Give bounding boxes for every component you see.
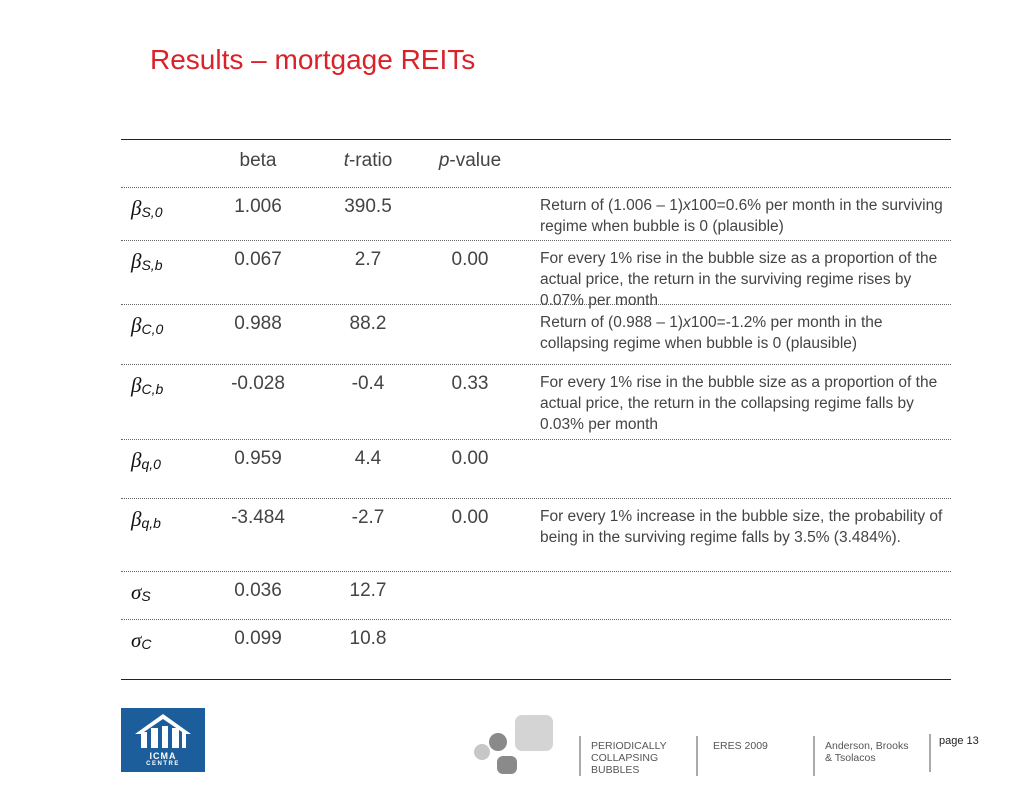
t-ratio-value: 88.2 xyxy=(349,313,387,334)
interpretation-note: Return of (0.988 – 1)x100=-1.2% per month in the collapsing regime when bubble is 0 (plausible) xyxy=(540,314,883,352)
table-row xyxy=(121,440,951,498)
p-value: 0.00 xyxy=(451,249,489,270)
p-value: 0.00 xyxy=(451,448,489,469)
parameter-symbol: $\beta_{S,b}$ xyxy=(131,249,163,273)
bubbles-graphic xyxy=(470,712,560,777)
page-title: Results – mortgage REITs xyxy=(150,44,476,75)
footer-title: PERIODICALLY COLLAPSING BUBBLES xyxy=(591,740,667,776)
results-table xyxy=(121,139,951,680)
beta-value: 0.988 xyxy=(234,313,282,334)
header-p-rest: -value xyxy=(449,150,502,171)
footer xyxy=(0,700,1024,791)
footer-divider xyxy=(929,734,931,772)
page-number: page 13 xyxy=(939,735,979,747)
table-header-row xyxy=(121,140,951,187)
icma-centre-logo xyxy=(121,708,205,772)
footer-divider xyxy=(696,736,698,776)
p-value: 0.33 xyxy=(451,373,489,394)
parameter-symbol: $\sigma_S$ xyxy=(131,580,151,604)
footer-conference: ERES 2009 xyxy=(713,740,768,752)
beta-value: -3.484 xyxy=(231,507,285,528)
table-bottom-rule xyxy=(121,679,951,680)
t-ratio-value: 2.7 xyxy=(354,249,382,270)
t-ratio-value: -2.7 xyxy=(351,507,385,528)
table-row xyxy=(121,305,951,364)
parameter-symbol: $\beta_{q,b}$ xyxy=(131,507,161,531)
table-row xyxy=(121,620,951,679)
interpretation-note: For every 1% rise in the bubble size as a proportion of the actual price, the return in the collapsing regime falls by 0.03% per month xyxy=(540,374,938,433)
table-row xyxy=(121,499,951,571)
beta-value: 0.036 xyxy=(234,580,282,601)
interpretation-note: For every 1% rise in the bubble size as a proportion of the actual price, the return in the surviving regime rises by 0.07% per month xyxy=(540,250,938,309)
beta-value: 0.959 xyxy=(234,448,282,469)
beta-value: 0.067 xyxy=(234,249,282,270)
table-row xyxy=(121,572,951,619)
beta-value: 0.099 xyxy=(234,628,282,649)
header-t-italic: t xyxy=(343,150,349,171)
building-icon xyxy=(121,708,205,752)
footer-divider xyxy=(813,736,815,776)
beta-value: -0.028 xyxy=(231,373,285,394)
header-p-italic: p xyxy=(438,150,450,171)
t-ratio-value: 390.5 xyxy=(344,196,392,217)
beta-value: 1.006 xyxy=(234,196,282,217)
parameter-symbol: $\sigma_C$ xyxy=(131,628,152,652)
header-t-rest: -ratio xyxy=(348,150,393,171)
t-ratio-value: 12.7 xyxy=(349,580,387,601)
parameter-symbol: $\beta_{q,0}$ xyxy=(131,448,161,472)
header-p-value xyxy=(420,150,520,172)
table-row xyxy=(121,188,951,240)
parameter-symbol: $\beta_{S,0}$ xyxy=(131,196,163,220)
p-value: 0.00 xyxy=(451,507,489,528)
header-beta: beta xyxy=(239,150,277,171)
header-t-ratio xyxy=(318,150,418,172)
table-row xyxy=(121,241,951,309)
interpretation-note: For every 1% increase in the bubble size, the probability of being in the surviving regime falls by 3.5% (3.484%). xyxy=(540,508,943,546)
parameter-symbol: $\beta_{C,b}$ xyxy=(131,373,164,397)
t-ratio-value: 4.4 xyxy=(354,448,382,469)
t-ratio-value: -0.4 xyxy=(351,373,385,394)
parameter-symbol: $\beta_{C,0}$ xyxy=(131,313,164,337)
footer-divider xyxy=(579,736,581,776)
logo-text: ICMA CENTRE xyxy=(146,751,180,767)
interpretation-note: Return of (1.006 – 1)x100=0.6% per month in the surviving regime when bubble is 0 (plausible) xyxy=(540,197,943,235)
t-ratio-value: 10.8 xyxy=(349,628,387,649)
footer-authors: Anderson, Brooks & Tsolacos xyxy=(825,740,909,764)
table-row xyxy=(121,365,951,439)
